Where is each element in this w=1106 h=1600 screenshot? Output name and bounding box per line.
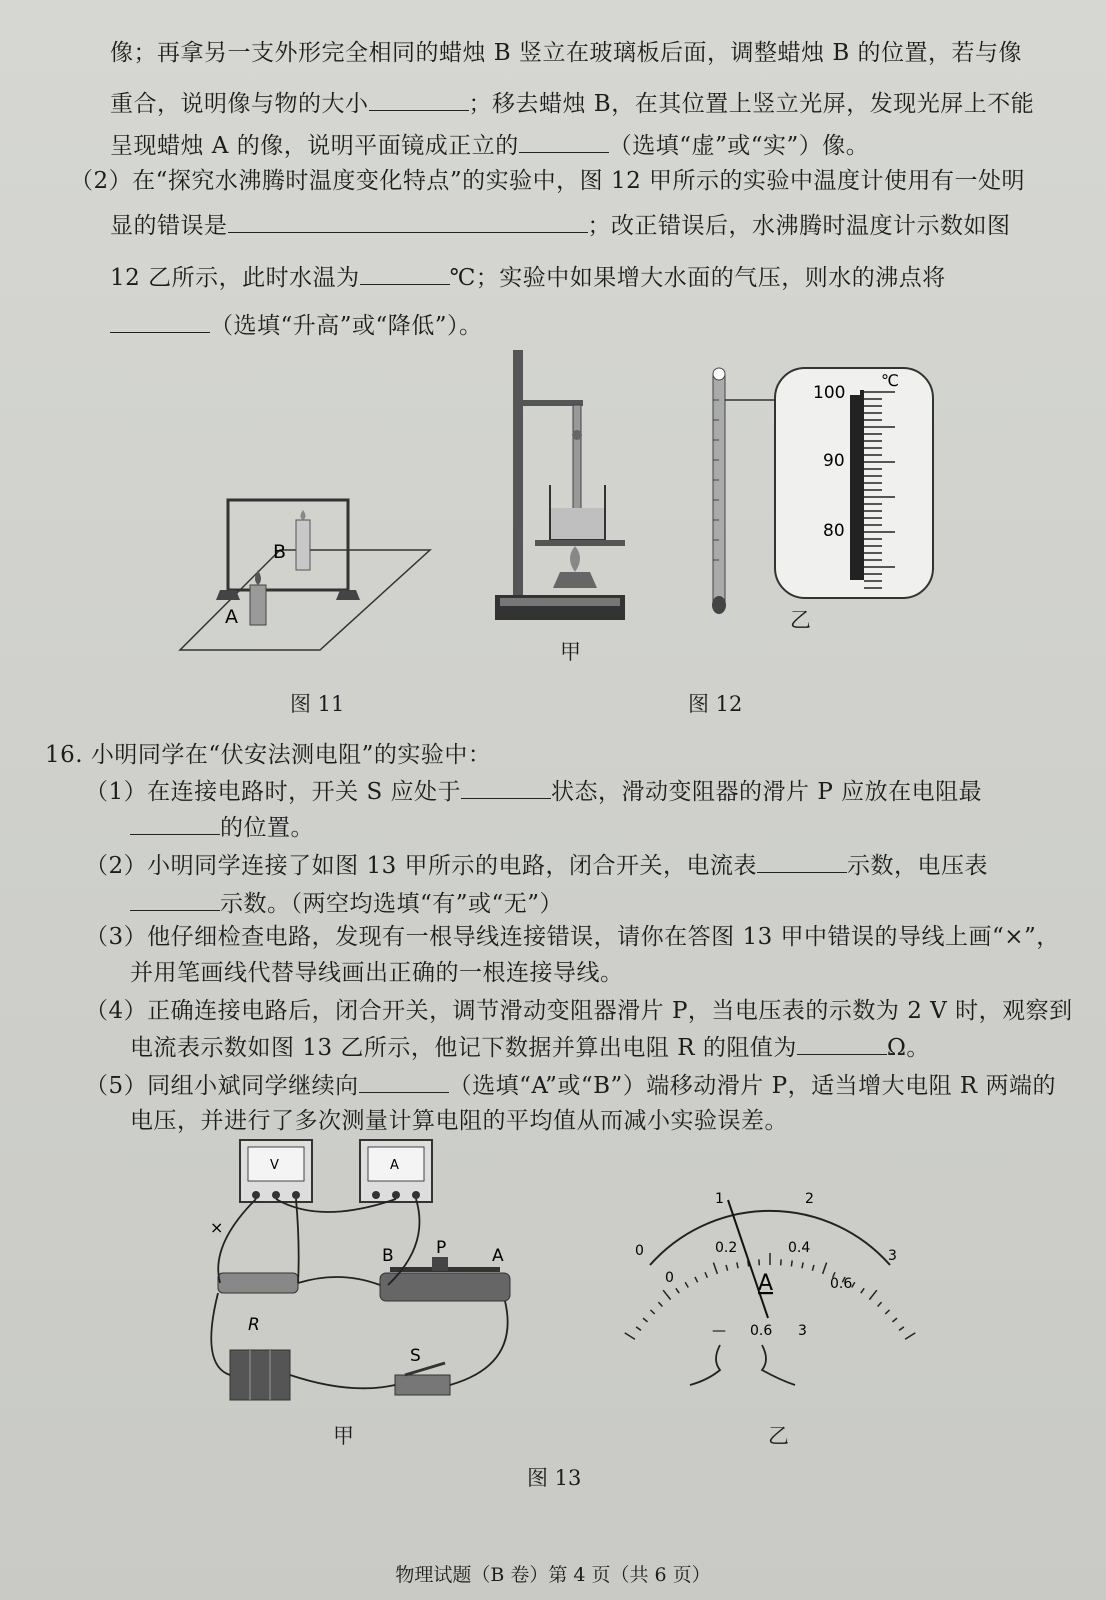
dial-tick bbox=[791, 1260, 792, 1266]
switch-label: S bbox=[410, 1346, 421, 1366]
answer-blank[interactable] bbox=[797, 1032, 887, 1055]
answer-blank[interactable] bbox=[228, 210, 588, 233]
answer-blank[interactable] bbox=[110, 310, 210, 333]
unit-celsius: ℃ bbox=[881, 371, 899, 390]
candle-a bbox=[250, 585, 266, 625]
flame bbox=[570, 546, 580, 572]
question-15-2: （2）在“探究水沸腾时温度变化特点”的实验中，图 12 甲所示的实验中温度计使用有一处明 bbox=[70, 168, 1026, 194]
question-16-4: （4）正确连接电路后，闭合开关，调节滑动变阻器滑片 P，当电压表的示数为 2 V 时，观察到 bbox=[85, 998, 1073, 1024]
label-a: A bbox=[225, 606, 238, 628]
resistor-r bbox=[218, 1273, 298, 1293]
dial-tick bbox=[636, 1327, 641, 1331]
question-16-4-cont: 电流表示数如图 13 乙所示，他记下数据并算出电阻 R 的阻值为 Ω。 bbox=[130, 1032, 930, 1063]
outer-scale-1: 1 bbox=[715, 1191, 724, 1207]
dial-tick bbox=[737, 1262, 738, 1268]
question-16-2: （2）小明同学连接了如图 13 甲所示的电路，闭合开关，电流表 示数，电压表 bbox=[85, 850, 988, 881]
terminal-0-6: 0.6 bbox=[750, 1323, 773, 1339]
dial-tick bbox=[695, 1277, 698, 1282]
figure-11-caption: 图 11 bbox=[290, 692, 345, 716]
dial-tick bbox=[658, 1302, 662, 1306]
dial-tick bbox=[885, 1310, 889, 1314]
text-line-3: 呈现蜡烛 A 的像，说明平面镜成正立的 （选填“虚”或“实”）像。 bbox=[110, 130, 869, 161]
text-line-6: 12 乙所示，此时水温为 ℃；实验中如果增大水面的气压，则水的沸点将 bbox=[110, 262, 946, 293]
liquid-column bbox=[850, 395, 860, 580]
meter-pointer bbox=[728, 1200, 768, 1318]
rheostat bbox=[380, 1273, 510, 1301]
label-p: P bbox=[436, 1238, 447, 1258]
dial-tick bbox=[812, 1265, 814, 1271]
candle-b bbox=[296, 520, 310, 570]
figure-12-jia-label: 甲 bbox=[560, 640, 581, 664]
frame-foot-right bbox=[336, 590, 360, 600]
terminal-3: 3 bbox=[798, 1323, 807, 1339]
answer-blank[interactable] bbox=[757, 850, 847, 873]
tick-label-100: 100 bbox=[813, 383, 846, 403]
inner-scale-0-2: 0.2 bbox=[715, 1240, 738, 1256]
dial-tick bbox=[650, 1310, 654, 1314]
label-a-terminal: A bbox=[492, 1246, 504, 1266]
dial-tick bbox=[726, 1265, 728, 1271]
voltmeter-label: V bbox=[270, 1158, 279, 1173]
text-line-7: （选填“升高”或“降低”）。 bbox=[110, 310, 483, 341]
question-16-5: （5）同组小斌同学继续向 （选填“A”或“B”）端移动滑片 P，适当增大电阻 R 两端的 bbox=[85, 1070, 1056, 1101]
question-16-1-cont: 的位置。 bbox=[130, 812, 314, 843]
resistor-label: R bbox=[248, 1315, 260, 1335]
answer-blank[interactable] bbox=[130, 888, 220, 911]
dial-tick bbox=[713, 1263, 717, 1274]
ammeter-label: A bbox=[390, 1158, 399, 1173]
figure-13-jia-label: 甲 bbox=[333, 1424, 354, 1448]
dial-tick bbox=[899, 1327, 904, 1331]
inner-scale-0-6: 0.6 bbox=[830, 1276, 853, 1292]
page-footer: 物理试题（B 卷）第 4 页（共 6 页） bbox=[395, 1564, 711, 1586]
dial-tick bbox=[625, 1333, 635, 1339]
outer-scale-0: 0 bbox=[635, 1243, 644, 1259]
switch-s bbox=[395, 1375, 450, 1395]
answer-blank[interactable] bbox=[359, 1070, 449, 1093]
meter-unit: A bbox=[758, 1271, 774, 1296]
inner-scale-0-4: 0.4 bbox=[788, 1240, 811, 1256]
meter-leads bbox=[690, 1345, 795, 1385]
figure-12-yi-thermometer bbox=[705, 360, 940, 620]
dial-tick bbox=[663, 1290, 670, 1299]
slider-p bbox=[432, 1257, 448, 1271]
answer-blank[interactable] bbox=[360, 262, 450, 285]
dial-tick bbox=[643, 1318, 648, 1322]
dial-tick bbox=[802, 1262, 803, 1268]
wire-gauze bbox=[535, 540, 625, 546]
figure-13-jia-circuit bbox=[200, 1135, 530, 1415]
thermometer bbox=[713, 370, 725, 610]
question-16-3: （3）他仔细检查电路，发现有一根导线连接错误，请你在答图 13 甲中错误的导线上画“×”， bbox=[85, 924, 1060, 950]
dial-tick bbox=[676, 1288, 679, 1293]
answer-blank[interactable] bbox=[461, 776, 551, 799]
candle-a-flame bbox=[255, 570, 261, 585]
candle-b-flame bbox=[301, 510, 306, 520]
alcohol-lamp bbox=[553, 572, 597, 588]
thermometer-in-beaker bbox=[573, 405, 581, 525]
question-16-5-cont: 电压，并进行了多次测量计算电阻的平均值从而减小实验误差。 bbox=[130, 1108, 788, 1134]
label-b-terminal: B bbox=[382, 1246, 394, 1266]
outer-scale-2: 2 bbox=[805, 1191, 814, 1207]
dial-tick bbox=[685, 1282, 688, 1287]
answer-blank[interactable] bbox=[369, 88, 469, 111]
glass-frame bbox=[228, 500, 348, 590]
text-line-2: 重合，说明像与物的大小 ；移去蜡烛 B，在其位置上竖立光屏，发现光屏上不能 bbox=[110, 88, 1034, 119]
dial-tick bbox=[823, 1263, 827, 1274]
dial-tick bbox=[861, 1288, 864, 1293]
figure-12-yi-label: 乙 bbox=[790, 608, 811, 632]
stand-rod bbox=[513, 350, 523, 600]
figure-12-jia-apparatus bbox=[495, 350, 645, 630]
question-16-stem: 16. 小明同学在“伏安法测电阻”的实验中： bbox=[45, 742, 492, 768]
terminal-negative: — bbox=[712, 1323, 726, 1339]
outer-scale-3: 3 bbox=[888, 1248, 897, 1264]
label-b: B bbox=[273, 541, 287, 563]
figure-12-caption: 图 12 bbox=[688, 692, 743, 716]
tick-label-80: 80 bbox=[823, 521, 845, 541]
figure-11-diagram bbox=[170, 490, 430, 670]
question-16-3-cont: 并用笔画线代替导线画出正确的一根连接导线。 bbox=[130, 960, 624, 986]
text-line-1: 像；再拿另一支外形完全相同的蜡烛 B 竖立在玻璃板后面，调整蜡烛 B 的位置，若与像 bbox=[110, 40, 1023, 66]
dial-tick bbox=[905, 1333, 915, 1339]
figure-13-yi-label: 乙 bbox=[768, 1424, 789, 1448]
cross-mark-icon: × bbox=[210, 1218, 224, 1237]
answer-blank[interactable] bbox=[130, 812, 220, 835]
dial-tick bbox=[705, 1272, 707, 1278]
battery bbox=[230, 1350, 290, 1400]
figure-13-caption: 图 13 bbox=[527, 1466, 582, 1490]
dial-tick bbox=[892, 1318, 897, 1322]
frame-foot-left bbox=[216, 590, 240, 600]
question-16-1: （1）在连接电路时，开关 S 应处于 状态，滑动变阻器的滑片 P 应放在电阻最 bbox=[85, 776, 982, 807]
text-line-5: 显的错误是 ；改正错误后，水沸腾时温度计示数如图 bbox=[110, 210, 1011, 241]
figure-13-yi-meter bbox=[620, 1170, 920, 1430]
answer-blank[interactable] bbox=[519, 130, 609, 153]
tick-label-90: 90 bbox=[823, 451, 845, 471]
question-16-2-cont: 示数。（两空均选填“有”或“无”） bbox=[130, 888, 563, 919]
inner-scale-0: 0 bbox=[665, 1270, 674, 1286]
dial-tick bbox=[878, 1302, 882, 1306]
dial-tick bbox=[869, 1290, 876, 1299]
